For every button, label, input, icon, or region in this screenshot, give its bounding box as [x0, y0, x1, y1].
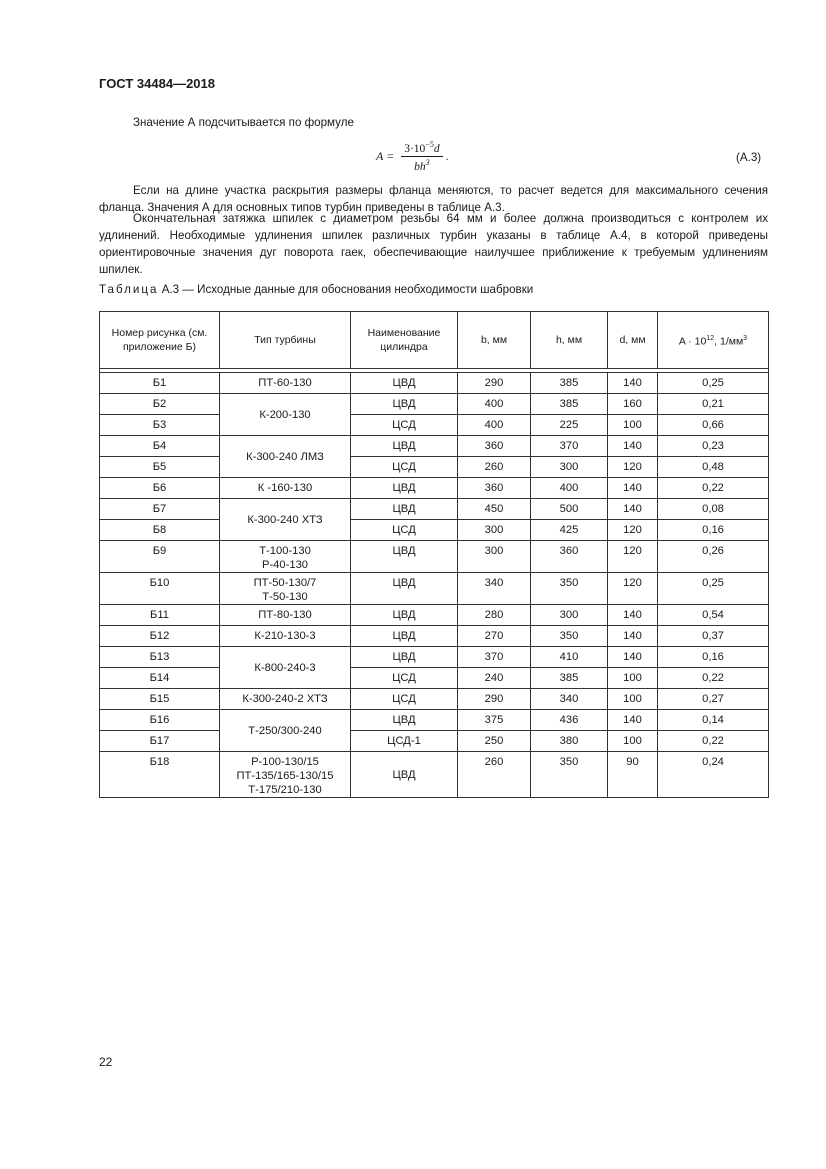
cell-cylinder: ЦСД: [351, 520, 458, 541]
cell-b: 370: [458, 647, 531, 668]
cell-figure: Б1: [100, 373, 220, 394]
cell-d: 120: [608, 573, 658, 605]
cell-d: 100: [608, 668, 658, 689]
paragraph-tightening: Окончательная затяжка шпилек с диаметром резьбы 64 мм и более должна производиться с контролем их удлинений. Необходимые удлинения шпилек различных турбин указаны в таблице А.4, в которой приведены ориентировочные значения дуг поворота гаек, обеспечивающие наилучшее приближение к требуемым удлинениям шпилек.: [99, 212, 768, 276]
cell-cylinder: ЦВД: [351, 373, 458, 394]
header-d: d, мм: [608, 312, 658, 369]
cell-b: 290: [458, 689, 531, 710]
cell-h: 500: [531, 499, 608, 520]
cell-a: 0,66: [658, 415, 769, 436]
cell-cylinder: ЦВД: [351, 626, 458, 647]
cell-b: 300: [458, 520, 531, 541]
cell-figure: Б4: [100, 436, 220, 457]
formula-a3: [376, 140, 449, 173]
cell-d: 140: [608, 436, 658, 457]
cell-h: 350: [531, 752, 608, 798]
formula-fraction: [401, 140, 442, 173]
header-cylinder-name: Наименование цилиндра: [351, 312, 458, 369]
cell-cylinder: ЦСД: [351, 668, 458, 689]
cell-d: 140: [608, 478, 658, 499]
header-a-coefficient: $A \cdot 10^{12}$, $1/мм^3$: [658, 312, 769, 369]
cell-figure: Б8: [100, 520, 220, 541]
cell-cylinder: ЦВД: [351, 752, 458, 798]
table-caption: Таблица А.3 — Исходные данные для обоснования необходимости шабровки: [99, 283, 534, 296]
cell-cylinder: ЦВД: [351, 710, 458, 731]
table-row: [100, 647, 769, 668]
cell-h: 340: [531, 689, 608, 710]
document-header: ГОСТ 34484—2018: [99, 76, 215, 91]
table-row: [100, 731, 769, 752]
cell-a: 0,23: [658, 436, 769, 457]
cell-a: 0,21: [658, 394, 769, 415]
cell-turbine: ПТ-60-130: [220, 373, 351, 394]
table-row: [100, 478, 769, 499]
cell-b: 300: [458, 541, 531, 573]
cell-b: 360: [458, 436, 531, 457]
cell-d: 90: [608, 752, 658, 798]
cell-figure: Б3: [100, 415, 220, 436]
cell-figure: Б14: [100, 668, 220, 689]
cell-turbine: К-300-240 ЛМЗ: [220, 436, 351, 478]
table-header-row: [100, 312, 769, 369]
cell-a: 0,24: [658, 752, 769, 798]
cell-cylinder: ЦВД: [351, 605, 458, 626]
cell-turbine: К -160-130: [220, 478, 351, 499]
table-row: [100, 573, 769, 605]
cell-a: 0,54: [658, 605, 769, 626]
paragraph-flange: Если на длине участка раскрытия размеры фланца меняются, то расчет ведется для максимального сечения фланца. Значения А для основных типов турбин приведены в таблице А.3.: [99, 184, 768, 214]
cell-a: 0,48: [658, 457, 769, 478]
cell-d: 140: [608, 710, 658, 731]
cell-d: 100: [608, 689, 658, 710]
cell-turbine: К-300-240 ХТЗ: [220, 499, 351, 541]
cell-b: 290: [458, 373, 531, 394]
cell-figure: Б7: [100, 499, 220, 520]
cell-a: 0,22: [658, 731, 769, 752]
page-number: 22: [99, 1055, 113, 1069]
cell-d: 120: [608, 520, 658, 541]
cell-figure: Б13: [100, 647, 220, 668]
cell-b: 400: [458, 415, 531, 436]
table-row: [100, 710, 769, 731]
cell-h: 360: [531, 541, 608, 573]
cell-cylinder: ЦСД: [351, 415, 458, 436]
cell-h: 225: [531, 415, 608, 436]
cell-cylinder: ЦВД: [351, 647, 458, 668]
table-row: [100, 605, 769, 626]
cell-d: 140: [608, 499, 658, 520]
cell-turbine: Т-250/300-240: [220, 710, 351, 752]
cell-figure: Б17: [100, 731, 220, 752]
cell-cylinder: ЦВД: [351, 541, 458, 573]
cell-h: 385: [531, 668, 608, 689]
cell-h: 300: [531, 605, 608, 626]
cell-figure: Б5: [100, 457, 220, 478]
cell-b: 250: [458, 731, 531, 752]
cell-h: 436: [531, 710, 608, 731]
header-b: b, мм: [458, 312, 531, 369]
cell-h: 300: [531, 457, 608, 478]
table-row: [100, 626, 769, 647]
cell-h: 350: [531, 626, 608, 647]
cell-cylinder: ЦСД: [351, 457, 458, 478]
equation-number: (А.3): [736, 151, 762, 164]
cell-turbine: Т-100-130 Р-40-130: [220, 541, 351, 573]
cell-cylinder: ЦСД-1: [351, 731, 458, 752]
cell-b: 280: [458, 605, 531, 626]
cell-h: 385: [531, 373, 608, 394]
table-row: [100, 541, 769, 573]
cell-b: 450: [458, 499, 531, 520]
cell-h: 400: [531, 478, 608, 499]
cell-b: 260: [458, 457, 531, 478]
header-h: h, мм: [531, 312, 608, 369]
cell-h: 385: [531, 394, 608, 415]
cell-a: 0,14: [658, 710, 769, 731]
cell-a: 0,27: [658, 689, 769, 710]
table-row: [100, 394, 769, 415]
cell-turbine: К-200-130: [220, 394, 351, 436]
table-row: [100, 689, 769, 710]
table-row: [100, 499, 769, 520]
header-figure-number: Номер рисунка (см. приложение Б): [100, 312, 220, 369]
table-row: [100, 436, 769, 457]
cell-figure: Б18: [100, 752, 220, 798]
table-row: [100, 415, 769, 436]
formula-numerator: $3\cdot 10^{-5}d$: [401, 140, 442, 157]
cell-d: 100: [608, 415, 658, 436]
cell-a: 0,25: [658, 573, 769, 605]
cell-turbine: К-800-240-3: [220, 647, 351, 689]
cell-h: 350: [531, 573, 608, 605]
cell-a: 0,08: [658, 499, 769, 520]
header-turbine-type: Тип турбины: [220, 312, 351, 369]
cell-b: 270: [458, 626, 531, 647]
cell-a: 0,16: [658, 520, 769, 541]
cell-a: 0,37: [658, 626, 769, 647]
cell-cylinder: ЦВД: [351, 394, 458, 415]
cell-b: 400: [458, 394, 531, 415]
table-row: [100, 520, 769, 541]
cell-figure: Б10: [100, 573, 220, 605]
table-row: [100, 457, 769, 478]
table-row: [100, 373, 769, 394]
cell-cylinder: ЦВД: [351, 436, 458, 457]
cell-figure: Б2: [100, 394, 220, 415]
cell-turbine: ПТ-80-130: [220, 605, 351, 626]
formula-intro: Значение А подсчитывается по формуле: [133, 116, 354, 129]
cell-b: 260: [458, 752, 531, 798]
cell-a: 0,26: [658, 541, 769, 573]
cell-a: 0,22: [658, 478, 769, 499]
cell-cylinder: ЦВД: [351, 478, 458, 499]
cell-turbine: Р-100-130/15 ПТ-135/165-130/15 Т-175/210-130: [220, 752, 351, 798]
cell-figure: Б6: [100, 478, 220, 499]
cell-d: 140: [608, 605, 658, 626]
cell-d: 120: [608, 457, 658, 478]
cell-h: 380: [531, 731, 608, 752]
cell-turbine: К-210-130-3: [220, 626, 351, 647]
cell-b: 340: [458, 573, 531, 605]
cell-figure: Б15: [100, 689, 220, 710]
cell-d: 140: [608, 373, 658, 394]
cell-a: 0,22: [658, 668, 769, 689]
cell-h: 370: [531, 436, 608, 457]
data-table-a3: [99, 311, 769, 798]
cell-cylinder: ЦВД: [351, 573, 458, 605]
cell-cylinder: ЦСД: [351, 689, 458, 710]
cell-d: 140: [608, 647, 658, 668]
cell-b: 360: [458, 478, 531, 499]
cell-turbine: ПТ-50-130/7 Т-50-130: [220, 573, 351, 605]
cell-a: 0,16: [658, 647, 769, 668]
cell-d: 140: [608, 626, 658, 647]
cell-h: 425: [531, 520, 608, 541]
formula-lhs: A =: [376, 148, 395, 163]
cell-a: 0,25: [658, 373, 769, 394]
formula-trailing-dot: .: [445, 148, 449, 163]
table-row: [100, 668, 769, 689]
cell-d: 160: [608, 394, 658, 415]
table-row: [100, 752, 769, 798]
cell-figure: Б12: [100, 626, 220, 647]
cell-d: 100: [608, 731, 658, 752]
cell-h: 410: [531, 647, 608, 668]
cell-d: 120: [608, 541, 658, 573]
cell-b: 375: [458, 710, 531, 731]
cell-turbine: К-300-240-2 ХТЗ: [220, 689, 351, 710]
formula-denominator: $bh^3$: [414, 157, 430, 173]
cell-figure: Б16: [100, 710, 220, 731]
cell-b: 240: [458, 668, 531, 689]
cell-cylinder: ЦВД: [351, 499, 458, 520]
cell-figure: Б9: [100, 541, 220, 573]
cell-figure: Б11: [100, 605, 220, 626]
